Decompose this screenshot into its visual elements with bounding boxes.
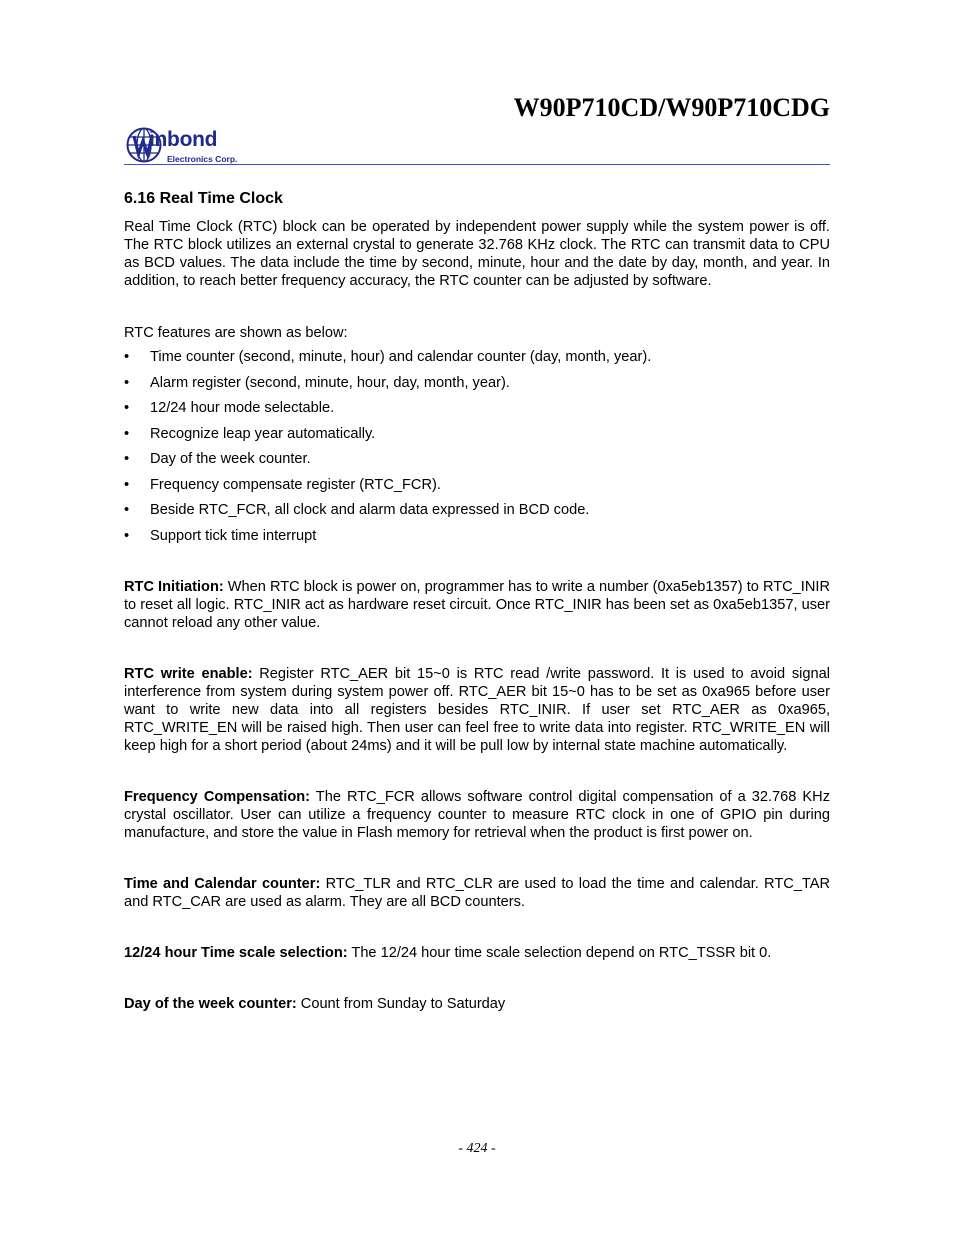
list-item: • Recognize leap year automatically. bbox=[124, 425, 376, 442]
page-number: - 424 - bbox=[458, 1141, 496, 1156]
term-label: 12/24 hour Time scale selection: bbox=[124, 944, 348, 961]
term-label: RTC write enable: bbox=[124, 665, 253, 682]
logo-subtitle: Electronics Corp. bbox=[167, 154, 238, 164]
bullet-icon: • bbox=[124, 527, 130, 544]
term-label: Frequency Compensation: bbox=[124, 788, 311, 805]
bullet-icon: • bbox=[124, 476, 130, 493]
list-item: • Day of the week counter. bbox=[124, 451, 311, 467]
list-item: • Beside RTC_FCR, all clock and alarm data expressed in BCD code. bbox=[124, 502, 590, 518]
header-divider bbox=[124, 164, 830, 165]
day-of-week-counter-paragraph: Day of the week counter: Count from Sunday to Saturday bbox=[124, 995, 506, 1012]
document-title: W90P710CD/W90P710CDG bbox=[513, 93, 830, 122]
bullet-icon: • bbox=[124, 400, 130, 416]
list-item: • Support tick time interrupt bbox=[124, 527, 317, 544]
list-item: • Alarm register (second, minute, hour, day, month, year). bbox=[124, 374, 510, 391]
bullet-icon: • bbox=[124, 451, 130, 467]
rtc-write-enable-paragraph: RTC write enable: Register RTC_AER bit 15~0 is RTC read /write password. It is used to avoid signal interference from system during system power off. RTC_AER bit 15~0 has to be set as 0xa965 before user want to write new data into all registers besides RTC_INIR. If user set RTC_AER as 0xa965, RTC_WRITE_EN will be raised high. Then user can feel free to write data into register. RTC_WRITE_EN will keep high for a short period (about 24ms) and it will be pull low by internal state machine automatically. bbox=[124, 665, 830, 754]
section-body bbox=[124, 189, 830, 1013]
winbond-logo bbox=[126, 126, 256, 166]
section-heading: 6.16 Real Time Clock bbox=[124, 190, 283, 207]
time-scale-selection-paragraph: 12/24 hour Time scale selection: The 12/24 hour time scale selection depend on RTC_TSSR bit 0. bbox=[124, 944, 772, 961]
list-item: • 12/24 hour mode selectable. bbox=[124, 400, 335, 416]
term-label: Day of the week counter: bbox=[124, 995, 297, 1012]
intro-paragraph: Real Time Clock (RTC) block can be operated by independent power supply while the system power is off. The RTC block utilizes an external crystal to generate 32.768 KHz clock. The RTC can transmit data to CPU as BCD values. The data include the time by second, minute, hour and the date by day, month, and year. In addition, to reach better frequency accuracy, the RTC counter can be adjusted by software. bbox=[124, 219, 830, 289]
bullet-icon: • bbox=[124, 349, 130, 365]
time-calendar-counter-paragraph: Time and Calendar counter: RTC_TLR and RTC_CLR are used to load the time and calendar. RTC_TAR and RTC_CAR are used as alarm. They are all BCD counters. bbox=[124, 875, 830, 910]
term-label: Time and Calendar counter: bbox=[124, 875, 321, 892]
features-intro: RTC features are shown as below: bbox=[124, 325, 348, 341]
bullet-icon: • bbox=[124, 374, 130, 391]
list-item: • Frequency compensate register (RTC_FCR). bbox=[124, 476, 441, 493]
bullet-icon: • bbox=[124, 502, 130, 518]
term-label: RTC Initiation: bbox=[124, 578, 224, 595]
bullet-icon: • bbox=[124, 425, 130, 442]
logo-wordmark: inbond bbox=[149, 128, 218, 151]
frequency-compensation-paragraph: Frequency Compensation: The RTC_FCR allows software control digital compensation of a 32.768 KHz crystal oscillator. User can utilize a frequency counter to measure RTC clock in one of GPIO pin during manufacture, and store the value in Flash memory for retrieval when the product is first power on. bbox=[124, 788, 830, 841]
list-item: • Time counter (second, minute, hour) and calendar counter (day, month, year). bbox=[124, 349, 652, 365]
features-list bbox=[124, 348, 830, 545]
rtc-initiation-paragraph: RTC Initiation: When RTC block is power on, programmer has to write a number (0xa5eb1357) to RTC_INIR to reset all logic. RTC_INIR act as hardware reset circuit. Once RTC_INIR has been set as 0xa5eb1357, user cannot reload any other value. bbox=[124, 578, 830, 631]
